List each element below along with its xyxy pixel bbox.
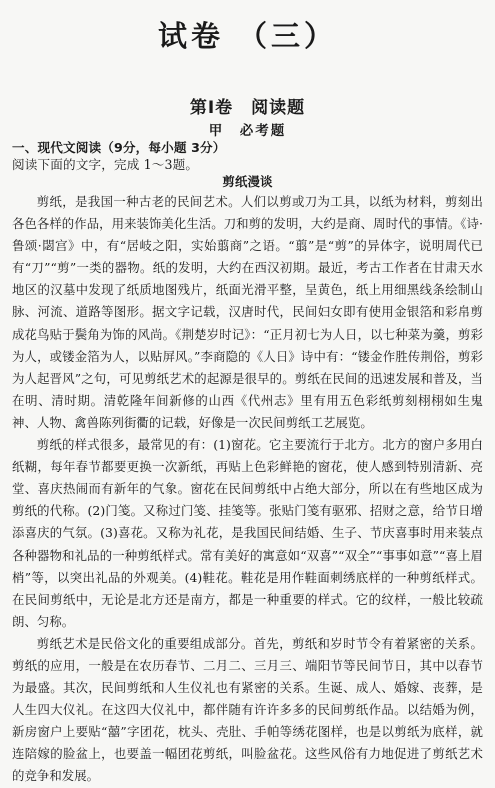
article-paragraph-1: 剪纸，是我国一种古老的民间艺术。人们以剪或刀为工具，以纸为材料，剪刻出各色各样的作品，用来装饰美化生活。刀和剪的发明，大约是商、周时代的事情。《诗·鲁颂·閟宫》中，有“居岐之阳，实始翦商”之语。“翦”是“剪”的异体字，说明周代已有“刀”“剪”一类的器物。纸的发明，大约在西汉初期。最近，考古工作者在甘肃天水地区的汉墓中发现了纸质地图残片，纸面光滑平整，呈黄色，纸上用细黑线条绘制山脉、河流、道路等图形。据文字记载，汉唐时代，民间妇女即有使用金银箔和彩帛剪成花鸟贴于鬓角为饰的风尚。《荆楚岁时记》：“正月初七为人日，以七种菜为羹，剪彩为人，或镂金箔为人，以贴屏风。”李商隐的《人日》诗中有：“镂金作胜传荆俗，剪彩为人起晋风”之句，可见剪纸艺术的起源是很早的。剪纸在民间的迅速发展和普及，当在明、清时期。清乾隆年间新修的山西《代州志》里有用五色彩纸剪刻栩栩如生鬼神、人物、禽兽陈列街衢的记载，好像是一次民间剪纸工艺展览。 xyxy=(12,194,483,430)
article-title: 剪纸漫谈 xyxy=(222,174,273,189)
section-title: 甲 必考题 xyxy=(208,123,287,139)
article-body xyxy=(12,191,483,788)
question-instruction: 阅读下面的文字，完成 1～3题。 xyxy=(12,157,199,172)
exam-title: 试卷 （三） xyxy=(157,19,338,53)
article-paragraph-2: 剪纸的样式很多，最常见的有：(1)窗花。它主要流行于北方。北方的窗户多用白纸糊，每年春节都要更换一次新纸，再贴上色彩鲜艳的窗花，使人感到特别清新、亮堂、喜庆热闹而有新年的气象。窗花在民间剪纸中占绝大部分，所以在有些地区成为剪纸的代称。(2)门笺。又称过门笺、挂笺等。张贴门笺有驱邪、招财之意，给节日增添喜庆的气氛。(3)喜花。又称为礼花，是我国民间结婚、生子、节庆喜事时用来装点各种器物和礼品的一种剪纸样式。常有美好的寓意如“双喜”“双全”“事事如意”“喜上眉梢”等，以突出礼品的外观美。(4)鞋花。鞋花是用作鞋面刺绣底样的一种剪纸样式。在民间剪纸中，无论是北方还是南方，都是一种重要的样式。它的纹样，一般比较疏朗、匀称。 xyxy=(12,437,483,629)
article-paragraph-3: 剪纸艺术是民俗文化的重要组成部分。首先，剪纸和岁时节令有着紧密的关系。剪纸的应用，一般是在农历春节、二月二、三月三、端阳节等民间节日，其中以春节为最盛。其次，民间剪纸和人生仪礼也有紧密的关系。生诞、成人、婚嫁、丧葬，是人生四大仪礼。在这四大仪礼中，都伴随有许许多多的民间剪纸作品。以结婚为例，新房窗户上要贴“囍”字团花，枕头、壳肚、手帕等绣花图样，也是以剪纸为底样，就连陪嫁的脸盆上，也要盖一幅团花剪纸，叫脸盆花。这些风俗有力地促进了剪纸艺术的竞争和发展。 xyxy=(12,635,483,784)
part-title: 第Ⅰ卷 阅读题 xyxy=(189,98,306,118)
question-heading: 一、现代文阅读（9分，每小题 3分） xyxy=(12,140,226,155)
